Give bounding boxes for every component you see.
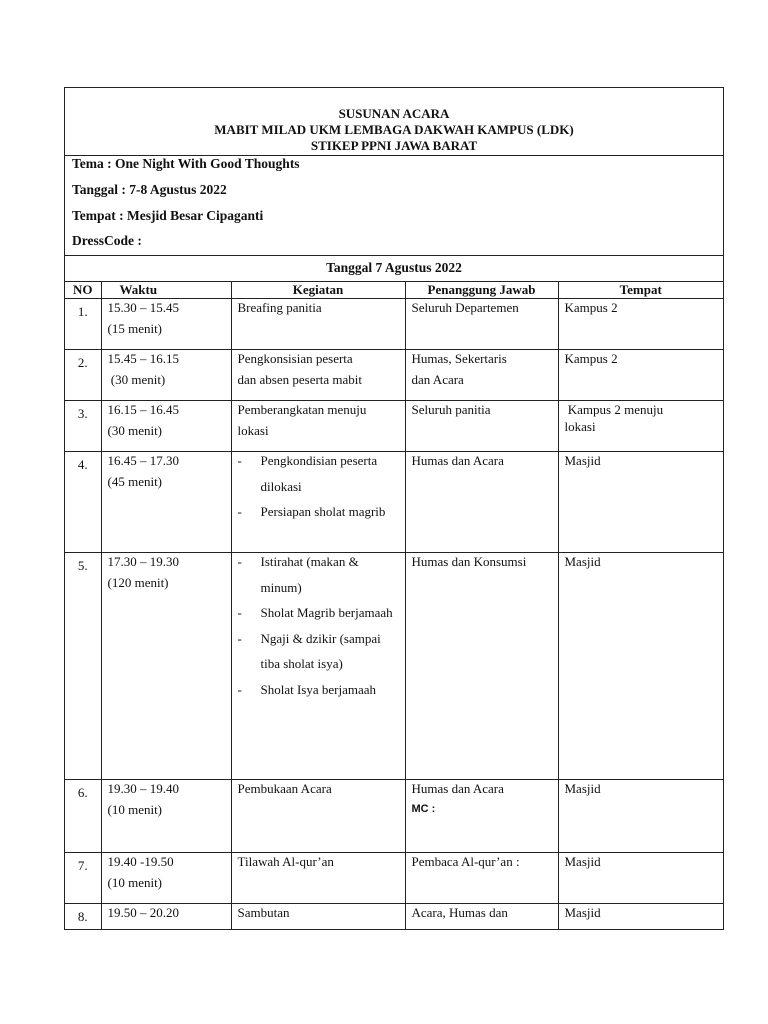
- list-item: - Sholat Magrib berjamaah: [238, 600, 399, 626]
- row-activity: Sambutan: [231, 904, 405, 930]
- row-pic: Acara, Humas dan: [405, 904, 558, 930]
- activity-list: [238, 448, 399, 525]
- list-item: - Ngaji & dzikir (sampai tiba sholat isya): [238, 626, 399, 677]
- row-number: 5.: [65, 553, 101, 780]
- info-tanggal: Tanggal : 7-8 Agustus 2022: [72, 182, 227, 197]
- row-place: Masjid: [558, 452, 723, 553]
- list-item: - Istirahat (makan & minum): [238, 549, 399, 600]
- row-activity: Pengkonsisian peserta dan absen peserta mabit: [231, 350, 405, 401]
- row-place: Masjid: [558, 904, 723, 930]
- row-time: 17.30 – 19.30 (120 menit): [101, 553, 231, 780]
- info-tema: Tema : One Night With Good Thoughts: [72, 156, 300, 171]
- row-place: Kampus 2: [558, 350, 723, 401]
- col-header-kegiatan: Kegiatan: [231, 282, 405, 299]
- col-header-pj: Penanggung Jawab: [405, 282, 558, 299]
- header-event-name: MABIT MILAD UKM LEMBAGA DAKWAH KAMPUS (LDK): [214, 122, 574, 137]
- table-row: [65, 904, 723, 930]
- row-pic: Humas dan Konsumsi: [405, 553, 558, 780]
- row-place: Masjid: [558, 780, 723, 853]
- row-time: 19.50 – 20.20: [101, 904, 231, 930]
- row-number: 6.: [65, 780, 101, 853]
- row-place: Kampus 2 menuju lokasi: [558, 401, 723, 452]
- row-number: 2.: [65, 350, 101, 401]
- row-activity: Pemberangkatan menuju lokasi: [231, 401, 405, 452]
- list-item: - Persiapan sholat magrib: [238, 499, 399, 525]
- row-place: Masjid: [558, 553, 723, 780]
- row-number: 3.: [65, 401, 101, 452]
- row-activity: [231, 452, 405, 553]
- row-number: 4.: [65, 452, 101, 553]
- list-item: - Pengkondisian peserta dilokasi: [238, 448, 399, 499]
- row-time: 16.15 – 16.45 (30 menit): [101, 401, 231, 452]
- table-row: [65, 350, 723, 401]
- row-activity: Pembukaan Acara: [231, 780, 405, 853]
- row-number: 8.: [65, 904, 101, 930]
- info-dresscode: DressCode :: [72, 233, 142, 248]
- table-row: [65, 452, 723, 553]
- row-pic: Seluruh Departemen: [405, 299, 558, 350]
- date-heading: Tanggal 7 Agustus 2022: [65, 256, 723, 282]
- col-header-tempat: Tempat: [558, 282, 723, 299]
- table-row: [65, 780, 723, 853]
- row-pic: Seluruh panitia: [405, 401, 558, 452]
- table-row: [65, 299, 723, 350]
- schedule-document: [64, 87, 724, 930]
- row-number: 1.: [65, 299, 101, 350]
- row-place: Kampus 2: [558, 299, 723, 350]
- row-activity: [231, 553, 405, 780]
- mc-label: MC :: [411, 803, 436, 815]
- activity-list: [238, 549, 399, 702]
- list-item: - Sholat Isya berjamaah: [238, 677, 399, 703]
- table-row: [65, 853, 723, 904]
- row-pic: Humas, Sekertaris dan Acara: [405, 350, 558, 401]
- header-institution: STIKEP PPNI JAWA BARAT: [310, 138, 478, 153]
- row-time: 15.30 – 15.45 (15 menit): [101, 299, 231, 350]
- row-number: 7.: [65, 853, 101, 904]
- col-header-waktu: Waktu: [101, 282, 231, 299]
- row-activity: Breafing panitia: [231, 299, 405, 350]
- row-time: 15.45 – 16.15 (30 menit): [101, 350, 231, 401]
- document-header: [65, 88, 723, 156]
- event-info: [65, 156, 723, 256]
- info-tempat: Tempat : Mesjid Besar Cipaganti: [72, 207, 264, 223]
- table-row: [65, 401, 723, 452]
- row-activity: Tilawah Al-qur’an: [231, 853, 405, 904]
- row-pic: Humas dan Acara: [405, 452, 558, 553]
- row-pic: Humas dan Acara MC :: [405, 780, 558, 853]
- col-header-no: NO: [65, 282, 101, 299]
- table-header-row: [65, 282, 723, 299]
- row-time: 19.40 -19.50 (10 menit): [101, 853, 231, 904]
- schedule-table: [65, 282, 723, 930]
- table-row: [65, 553, 723, 780]
- header-title: SUSUNAN ACARA: [338, 106, 450, 121]
- row-time: 16.45 – 17.30 (45 menit): [101, 452, 231, 553]
- row-pic: Pembaca Al-qur’an :: [405, 853, 558, 904]
- row-time: 19.30 – 19.40 (10 menit): [101, 780, 231, 853]
- row-place: Masjid: [558, 853, 723, 904]
